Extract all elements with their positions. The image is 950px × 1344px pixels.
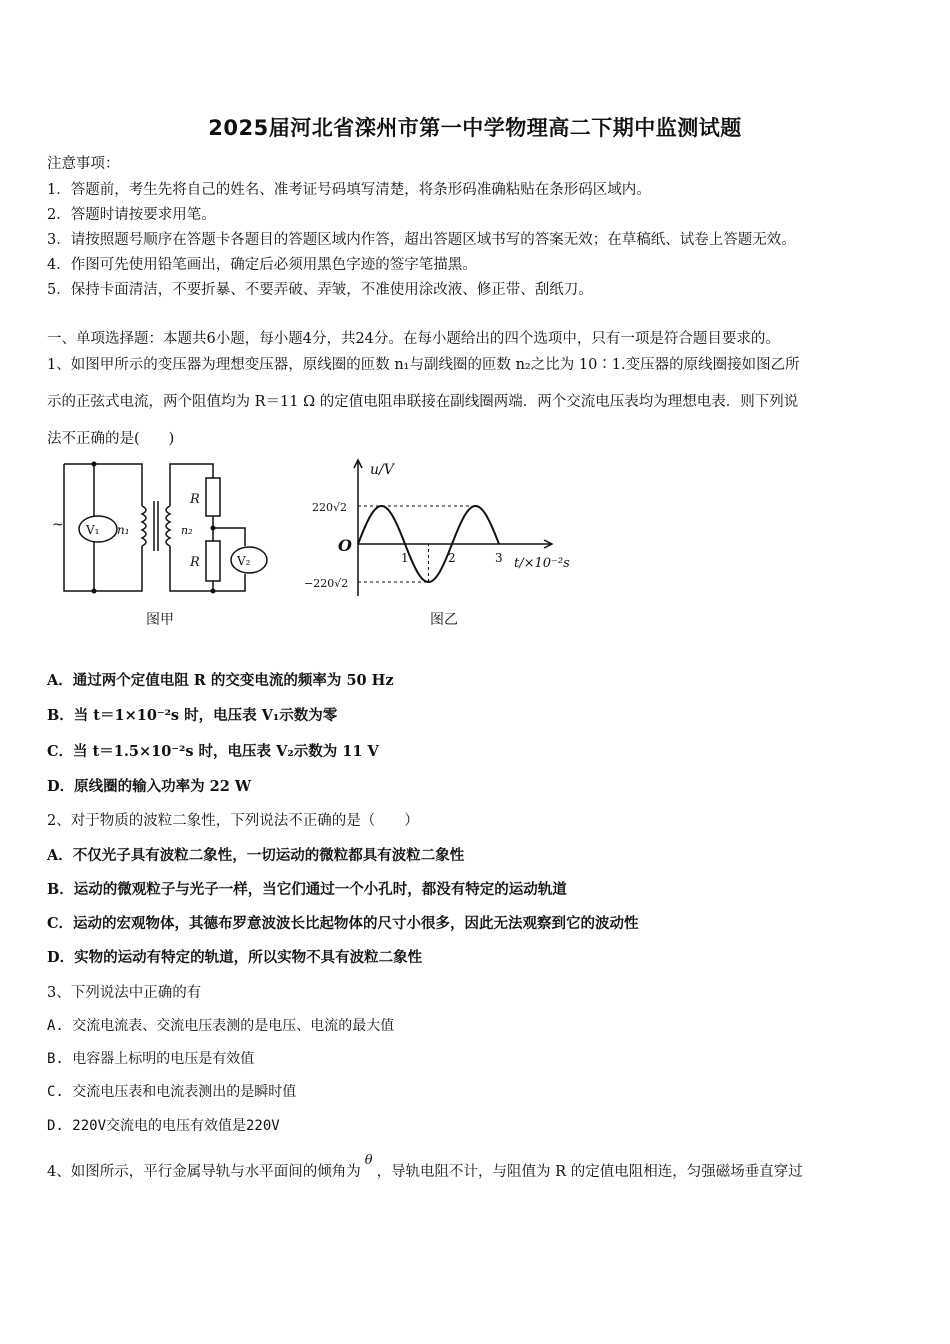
q4-stem <box>47 1153 803 1181</box>
ac-source-symbol: ~ <box>52 517 64 533</box>
notice-item-1: 1．答题前，考生先将自己的姓名、准考证号码填写清楚，将条形码准确粘贴在条形码区域内。 <box>47 182 651 198</box>
q1-option-b: B．当 t＝1×10⁻²s 时，电压表 V₁示数为零 <box>47 707 338 724</box>
theta-symbol: θ <box>364 1153 373 1168</box>
q4-stem-part1: 4、如图所示，平行金属导轨与水平面间的倾角为 <box>47 1164 361 1180</box>
figure-voltage-chart <box>300 456 600 636</box>
origin-label: O <box>338 536 352 555</box>
notice-item-4: 4．作图可先使用铅笔画出，确定后必须用黑色字迹的签字笔描黑。 <box>47 257 477 273</box>
resistor-bottom-label: R <box>190 555 200 570</box>
y-max-label: 220√2 <box>312 501 348 514</box>
q1-stem-line2: 示的正弦式电流，两个阻值均为 R＝11 Ω 的定值电阻串联接在副线圈两端．两个交流电压表均为理想电表．则下列说 <box>47 394 799 410</box>
q3-option-b: B. 电容器上标明的电压是有效值 <box>47 1051 255 1067</box>
q1-stem-line1: 1、如图甲所示的变压器为理想变压器，原线圈的匝数 n₁与副线圈的匝数 n₂之比为 10∶1.变压器的原线圈接如图乙所 <box>47 357 800 373</box>
voltmeter-v1-label: V₁ <box>86 523 100 537</box>
q1-option-d: D．原线圈的输入功率为 22 W <box>47 778 252 795</box>
figure-b-caption: 图乙 <box>430 612 458 628</box>
figure-a-caption: 图甲 <box>146 612 174 628</box>
n2-label: n₂ <box>181 524 193 537</box>
q3-stem: 3、下列说法中正确的有 <box>47 985 202 1001</box>
notice-item-2: 2．答题时请按要求用笔。 <box>47 207 216 223</box>
resistor-top-label: R <box>190 492 200 507</box>
notice-item-5: 5．保持卡面清洁，不要折暴、不要弄破、弄皱，不准使用涂改液、修正带、刮纸刀。 <box>47 282 593 298</box>
q2-option-a: A．不仅光子具有波粒二象性，一切运动的微粒都具有波粒二象性 <box>47 847 465 864</box>
x-axis-label: t/×10⁻²s <box>514 556 570 571</box>
q3-option-a: A. 交流电流表、交流电压表测的是电压、电流的最大值 <box>47 1018 395 1034</box>
q3-option-d: D. 220V交流电的电压有效值是220V <box>47 1118 280 1134</box>
page-title: 2025届河北省滦州市第一中学物理高二下期中监测试题 <box>208 116 742 140</box>
y-min-label: −220√2 <box>304 577 349 590</box>
y-axis-label: u/V <box>370 462 394 478</box>
figure-circuit <box>50 456 290 636</box>
q1-option-a: A．通过两个定值电阻 R 的交变电流的频率为 50 Hz <box>47 672 394 689</box>
q1-stem-line3: 法不正确的是( ) <box>47 431 175 447</box>
q2-option-c: C．运动的宏观物体，其德布罗意波波长比起物体的尺寸小很多，因此无法观察到它的波动性 <box>47 915 639 932</box>
q2-option-d: D．实物的运动有特定的轨道，所以实物不具有波粒二象性 <box>47 949 423 966</box>
q2-stem: 2、对于物质的波粒二象性，下列说法不正确的是（ ） <box>47 813 419 829</box>
section-heading: 一、单项选择题：本题共6小题，每小题4分，共24分。在每小题给出的四个选项中，只有一项是符合题目要求的。 <box>47 331 780 347</box>
notice-heading: 注意事项： <box>47 156 120 172</box>
notice-item-3: 3．请按照题号顺序在答题卡各题目的答题区域内作答，超出答题区域书写的答案无效；在草稿纸、试卷上答题无效。 <box>47 232 796 248</box>
n1-label: n₁ <box>117 523 130 537</box>
q2-option-b: B．运动的微观粒子与光子一样，当它们通过一个小孔时，都没有特定的运动轨道 <box>47 881 567 898</box>
x-tick-3: 3 <box>495 551 503 565</box>
q4-stem-part2: ，导轨电阻不计，与阻值为 R 的定值电阻相连，匀强磁场垂直穿过 <box>376 1164 803 1180</box>
q1-option-c: C．当 t＝1.5×10⁻²s 时，电压表 V₂示数为 11 V <box>47 743 379 760</box>
x-tick-2: 2 <box>448 551 456 565</box>
voltmeter-v2-label: V₂ <box>237 554 251 568</box>
x-tick-1: 1 <box>401 551 409 565</box>
q3-option-c: C. 交流电压表和电流表测出的是瞬时值 <box>47 1084 297 1100</box>
